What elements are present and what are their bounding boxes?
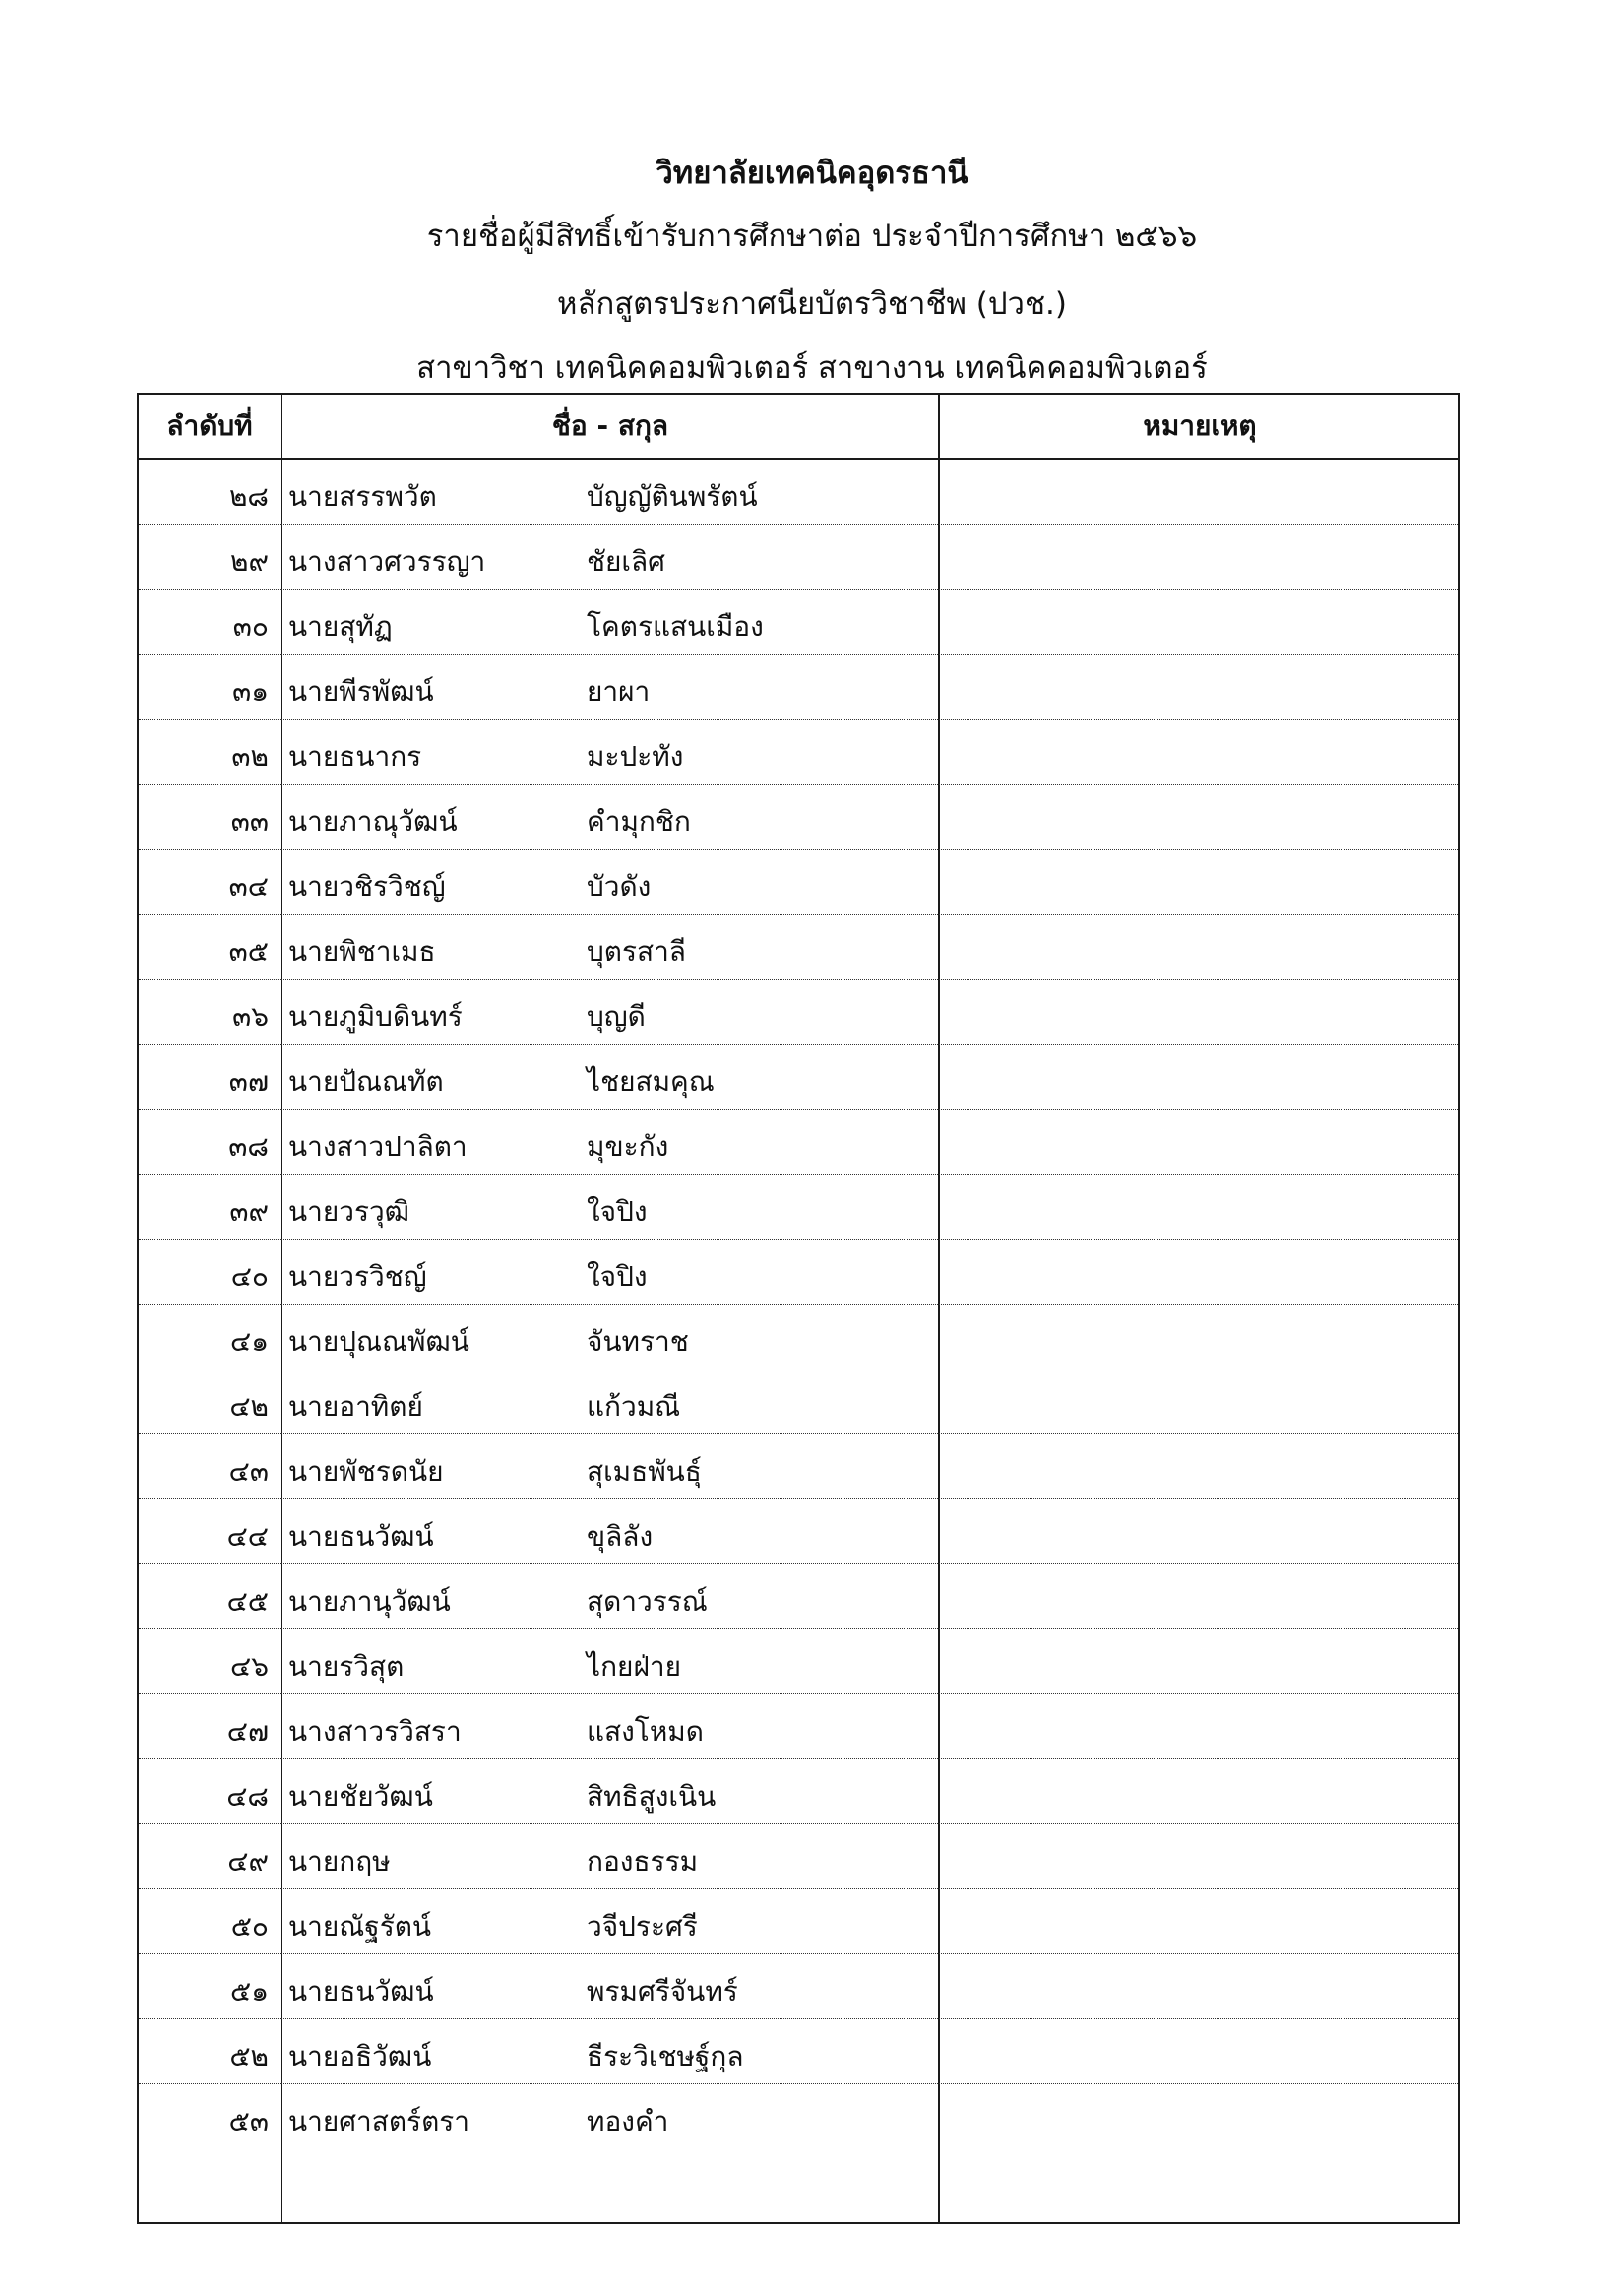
first-name: นายชัยวัฒน์ (288, 1780, 433, 1813)
first-name: นายธนวัฒน์ (288, 1975, 434, 2007)
table-row (139, 1110, 1458, 1175)
last-name: กองธรรม (587, 1845, 699, 1878)
row-number: ๔๘ (226, 1780, 269, 1813)
table-row (139, 1759, 1458, 1824)
first-name: นายวรวุฒิ (288, 1195, 410, 1228)
last-name: บุตรสาลี (587, 935, 686, 968)
first-name: นายธนากร (288, 740, 422, 773)
last-name: มุขะกัง (587, 1130, 669, 1163)
last-name: วจีประศรี (587, 1910, 698, 1943)
header-remarks: หมายเหตุ (1143, 410, 1257, 442)
table-row (139, 915, 1458, 980)
first-name: นายอาทิตย์ (288, 1390, 423, 1423)
row-number: ๔๕ (226, 1585, 269, 1618)
first-name: นายพัชรดนัย (288, 1455, 444, 1488)
last-name: มะปะทัง (587, 740, 684, 773)
table-row (139, 590, 1458, 655)
row-number: ๒๙ (230, 545, 269, 578)
last-name: ไชยสมคุณ (587, 1065, 715, 1098)
last-name: ยาผา (587, 675, 651, 708)
table-row (139, 1499, 1458, 1564)
last-name: ไกยฝ่าย (587, 1650, 681, 1683)
first-name: นายวรวิชญ์ (288, 1260, 427, 1293)
table-row (139, 1954, 1458, 2019)
first-name: นายพีรพัฒน์ (288, 675, 434, 708)
row-number: ๔๙ (227, 1845, 269, 1878)
last-name: สุดาวรรณ์ (587, 1585, 708, 1618)
first-name: นายพิชาเมธ (288, 935, 436, 968)
header-full-name: ชื่อ - สกุล (551, 410, 669, 442)
table-row (139, 1045, 1458, 1110)
first-name: นายอธิวัฒน์ (288, 2040, 432, 2072)
major-title: สาขาวิชา เทคนิคคอมพิวเตอร์ สาขางาน เทคนิคคอมพิวเตอร์ (416, 350, 1208, 386)
table-row (139, 1564, 1458, 1629)
last-name: สุเมธพันธุ์ (587, 1455, 702, 1488)
first-name: นายภานุวัฒน์ (288, 1585, 451, 1618)
last-name: แสงโหมด (587, 1715, 704, 1748)
row-number: ๔๐ (230, 1260, 269, 1293)
table-row (139, 1369, 1458, 1434)
table-row (139, 1694, 1458, 1759)
first-name: นายธนวัฒน์ (288, 1520, 434, 1553)
table-row (139, 2019, 1458, 2084)
row-number: ๕๑ (230, 1975, 269, 2007)
row-number: ๓๕ (228, 935, 269, 968)
table-row (139, 1889, 1458, 1954)
row-number: ๓๔ (228, 870, 269, 903)
table-row (139, 2084, 1458, 2149)
table-row (139, 785, 1458, 850)
first-name: นางสาวปาลิตา (288, 1130, 468, 1163)
last-name: คำมุกชิก (587, 805, 691, 838)
first-name: นายปุณณพัฒน์ (288, 1325, 469, 1358)
first-name: นายกฤษ (288, 1845, 391, 1878)
first-name: นางสาวรวิสรา (288, 1715, 462, 1748)
first-name: นายณัฐรัตน์ (288, 1910, 432, 1943)
first-name: นายศาสตร์ตรา (288, 2105, 470, 2137)
last-name: โคตรแสนเมือง (587, 610, 764, 643)
first-name: นายสุทัฏ (288, 610, 393, 643)
row-number: ๔๓ (228, 1455, 269, 1488)
table-row (139, 1629, 1458, 1694)
row-number: ๔๒ (229, 1390, 269, 1423)
last-name: สิทธิสูงเนิน (587, 1780, 717, 1813)
table-row (139, 1175, 1458, 1240)
row-number: ๓๑ (232, 675, 269, 708)
last-name: แก้วมณี (587, 1390, 681, 1423)
header-number: ลำดับที่ (166, 410, 253, 442)
row-number: ๕๒ (229, 2040, 269, 2072)
table-row (139, 460, 1458, 525)
first-name: นายภาณุวัฒน์ (288, 805, 458, 838)
last-name: บัญญัตินพรัตน์ (587, 480, 758, 513)
first-name: นายวชิรวิชญ์ (288, 870, 446, 903)
row-number: ๒๘ (228, 480, 269, 513)
table-row (139, 525, 1458, 590)
row-number: ๕๐ (230, 1910, 269, 1943)
last-name: บุญดี (587, 1000, 646, 1033)
last-name: ขุลิลัง (587, 1520, 654, 1553)
last-name: พรมศรีจันทร์ (587, 1975, 738, 2007)
first-name: นายปัณณทัต (288, 1065, 444, 1098)
table-row (139, 655, 1458, 720)
student-list-table (137, 393, 1460, 2224)
row-number: ๓๙ (229, 1195, 269, 1228)
last-name: ธีระวิเชษฐ์กุล (587, 2040, 744, 2072)
row-number: ๔๖ (230, 1650, 269, 1683)
row-number: ๓๗ (228, 1065, 269, 1098)
row-number: ๔๔ (226, 1520, 269, 1553)
row-number: ๓๓ (230, 805, 269, 838)
row-number: ๓๐ (232, 610, 269, 643)
document-subtitle: รายชื่อผู้มีสิทธิ์เข้ารับการศึกษาต่อ ประจำปีการศึกษา ๒๕๖๖ (426, 219, 1198, 254)
row-number: ๓๘ (228, 1130, 269, 1163)
first-name: นายสรรพวัต (288, 480, 437, 513)
table-row (139, 1240, 1458, 1305)
last-name: ทองคำ (587, 2105, 669, 2137)
last-name: ใจปิง (587, 1260, 648, 1293)
last-name: บัวดัง (587, 870, 652, 903)
table-header-row (139, 395, 1458, 460)
row-number: ๔๗ (226, 1715, 269, 1748)
table-row (139, 1434, 1458, 1499)
institution-title: วิทยาลัยเทคนิคอุดรธานี (656, 156, 968, 191)
last-name: จันทราช (587, 1325, 689, 1358)
program-title: หลักสูตรประกาศนียบัตรวิชาชีพ (ปวช.) (557, 287, 1067, 322)
table-row (139, 850, 1458, 915)
row-number: ๓๖ (232, 1000, 269, 1033)
first-name: นางสาวศวรรญา (288, 545, 486, 578)
table-row (139, 720, 1458, 785)
first-name: นายภูมิบดินทร์ (288, 1000, 463, 1033)
row-number: ๔๑ (230, 1325, 269, 1358)
table-row (139, 980, 1458, 1045)
last-name: ใจปิง (587, 1195, 648, 1228)
first-name: นายรวิสุต (288, 1650, 405, 1683)
table-row (139, 1824, 1458, 1889)
last-name: ชัยเลิศ (587, 545, 665, 578)
table-row (139, 1305, 1458, 1369)
row-number: ๓๒ (231, 740, 269, 773)
row-number: ๕๓ (228, 2105, 269, 2137)
